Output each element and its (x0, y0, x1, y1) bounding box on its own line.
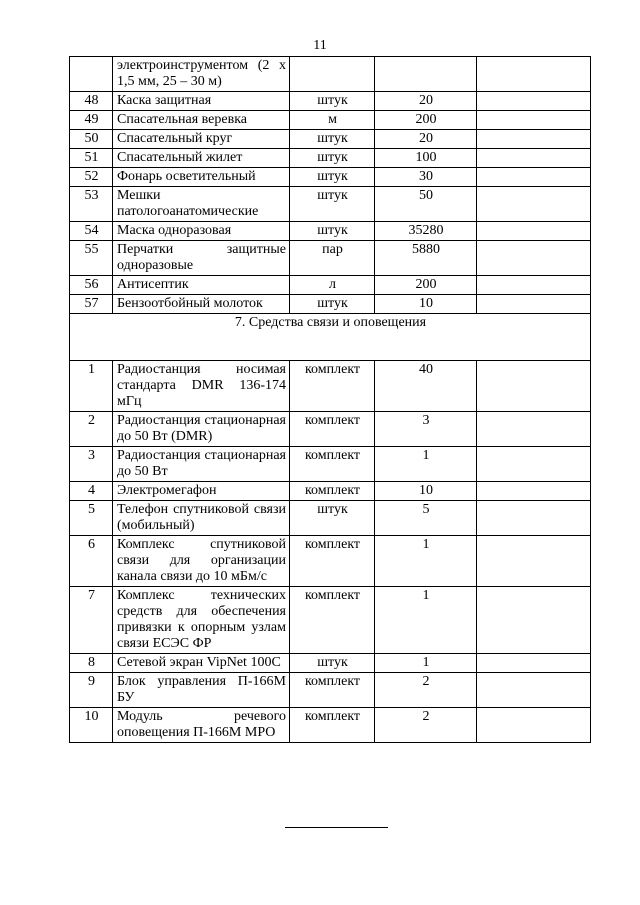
cell-quantity: 1 (375, 447, 477, 482)
cell-unit (290, 57, 375, 92)
table-row (70, 536, 591, 587)
cell-unit: комплект (290, 482, 375, 501)
cell-unit: комплект (290, 361, 375, 412)
cell-item-name: электроинструментом (2 х 1,5 мм, 25 – 30 м) (113, 57, 290, 92)
cell-quantity: 5 (375, 501, 477, 536)
cell-unit: штук (290, 149, 375, 168)
cell-item-name: Бензоотбойный молоток (113, 295, 290, 314)
cell-notes (477, 673, 591, 708)
cell-unit: штук (290, 654, 375, 673)
cell-quantity: 1 (375, 536, 477, 587)
cell-unit: комплект (290, 708, 375, 743)
cell-row-number: 53 (70, 187, 113, 222)
table-row (70, 361, 591, 412)
cell-row-number: 1 (70, 361, 113, 412)
table-row (70, 447, 591, 482)
table-row (70, 412, 591, 447)
cell-row-number: 49 (70, 111, 113, 130)
cell-notes (477, 276, 591, 295)
cell-item-name: Телефон спутниковой связи (мобильный) (113, 501, 290, 536)
cell-row-number: 54 (70, 222, 113, 241)
cell-row-number: 10 (70, 708, 113, 743)
section-title: 7. Средства связи и оповещения (70, 314, 591, 361)
table-row (70, 587, 591, 654)
cell-item-name: Радиостанция стационарная до 50 Вт (113, 447, 290, 482)
cell-quantity: 100 (375, 149, 477, 168)
equipment-table (69, 56, 591, 743)
cell-notes (477, 57, 591, 92)
cell-row-number: 8 (70, 654, 113, 673)
cell-quantity: 200 (375, 111, 477, 130)
cell-notes (477, 482, 591, 501)
cell-notes (477, 361, 591, 412)
cell-notes (477, 412, 591, 447)
cell-row-number: 50 (70, 130, 113, 149)
cell-notes (477, 501, 591, 536)
cell-unit: штук (290, 222, 375, 241)
cell-notes (477, 222, 591, 241)
cell-item-name: Сетевой экран VipNet 100С (113, 654, 290, 673)
cell-quantity: 5880 (375, 241, 477, 276)
cell-quantity: 50 (375, 187, 477, 222)
cell-quantity: 35280 (375, 222, 477, 241)
cell-unit: м (290, 111, 375, 130)
cell-unit: штук (290, 187, 375, 222)
cell-quantity: 10 (375, 295, 477, 314)
cell-row-number: 7 (70, 587, 113, 654)
table-row (70, 149, 591, 168)
cell-notes (477, 187, 591, 222)
end-divider (285, 827, 388, 828)
cell-item-name: Каска защитная (113, 92, 290, 111)
cell-item-name: Спасательная веревка (113, 111, 290, 130)
cell-unit: штук (290, 168, 375, 187)
table-row (70, 241, 591, 276)
cell-unit: комплект (290, 587, 375, 654)
cell-quantity: 200 (375, 276, 477, 295)
cell-row-number: 55 (70, 241, 113, 276)
table-row (70, 708, 591, 743)
table-row (70, 92, 591, 111)
cell-quantity: 30 (375, 168, 477, 187)
cell-notes (477, 92, 591, 111)
cell-quantity (375, 57, 477, 92)
cell-row-number: 52 (70, 168, 113, 187)
cell-quantity: 2 (375, 708, 477, 743)
cell-item-name: Блок управления П-166М БУ (113, 673, 290, 708)
cell-row-number: 2 (70, 412, 113, 447)
cell-quantity: 40 (375, 361, 477, 412)
table-row (70, 501, 591, 536)
cell-quantity: 2 (375, 673, 477, 708)
cell-item-name: Спасательный жилет (113, 149, 290, 168)
cell-notes (477, 149, 591, 168)
cell-quantity: 20 (375, 130, 477, 149)
table-row (70, 168, 591, 187)
cell-row-number: 48 (70, 92, 113, 111)
cell-row-number: 57 (70, 295, 113, 314)
cell-quantity: 1 (375, 654, 477, 673)
page-number: 11 (313, 38, 327, 53)
cell-row-number (70, 57, 113, 92)
table-row (70, 654, 591, 673)
cell-notes (477, 654, 591, 673)
table-row (70, 57, 591, 92)
cell-notes (477, 130, 591, 149)
cell-unit: штук (290, 295, 375, 314)
cell-quantity: 20 (375, 92, 477, 111)
cell-row-number: 3 (70, 447, 113, 482)
cell-notes (477, 708, 591, 743)
cell-item-name: Перчатки защитные одноразовые (113, 241, 290, 276)
table-row (70, 187, 591, 222)
cell-item-name: Электромегафон (113, 482, 290, 501)
cell-notes (477, 295, 591, 314)
table-row (70, 111, 591, 130)
cell-item-name: Комплекс спутниковой связи для организации канала связи до 10 мБм/с (113, 536, 290, 587)
cell-unit: комплект (290, 412, 375, 447)
cell-item-name: Маска одноразовая (113, 222, 290, 241)
table-row (70, 673, 591, 708)
cell-item-name: Радиостанция стационарная до 50 Вт (DMR) (113, 412, 290, 447)
cell-row-number: 9 (70, 673, 113, 708)
cell-notes (477, 536, 591, 587)
cell-notes (477, 587, 591, 654)
cell-unit: л (290, 276, 375, 295)
cell-quantity: 3 (375, 412, 477, 447)
cell-item-name: Антисептик (113, 276, 290, 295)
cell-unit: штук (290, 130, 375, 149)
cell-item-name: Спасательный круг (113, 130, 290, 149)
table-row (70, 295, 591, 314)
cell-notes (477, 111, 591, 130)
cell-unit: комплект (290, 536, 375, 587)
cell-unit: комплект (290, 447, 375, 482)
cell-item-name: Комплекс технических средств для обеспечения привязки к опорным узлам связи ЕСЭС ФР (113, 587, 290, 654)
table-row (70, 482, 591, 501)
cell-notes (477, 168, 591, 187)
cell-quantity: 1 (375, 587, 477, 654)
section-header-row (70, 314, 591, 361)
cell-row-number: 56 (70, 276, 113, 295)
cell-item-name: Мешки патологоанатомические (113, 187, 290, 222)
table-row (70, 130, 591, 149)
cell-row-number: 51 (70, 149, 113, 168)
cell-item-name: Модуль речевого оповещения П-166М МРО (113, 708, 290, 743)
cell-item-name: Фонарь осветительный (113, 168, 290, 187)
cell-row-number: 5 (70, 501, 113, 536)
cell-row-number: 4 (70, 482, 113, 501)
cell-notes (477, 447, 591, 482)
cell-quantity: 10 (375, 482, 477, 501)
cell-unit: пар (290, 241, 375, 276)
cell-notes (477, 241, 591, 276)
cell-unit: комплект (290, 673, 375, 708)
cell-row-number: 6 (70, 536, 113, 587)
table-row (70, 276, 591, 295)
cell-unit: штук (290, 92, 375, 111)
table-row (70, 222, 591, 241)
cell-unit: штук (290, 501, 375, 536)
cell-item-name: Радиостанция носимая стандарта DMR 136-174 мГц (113, 361, 290, 412)
